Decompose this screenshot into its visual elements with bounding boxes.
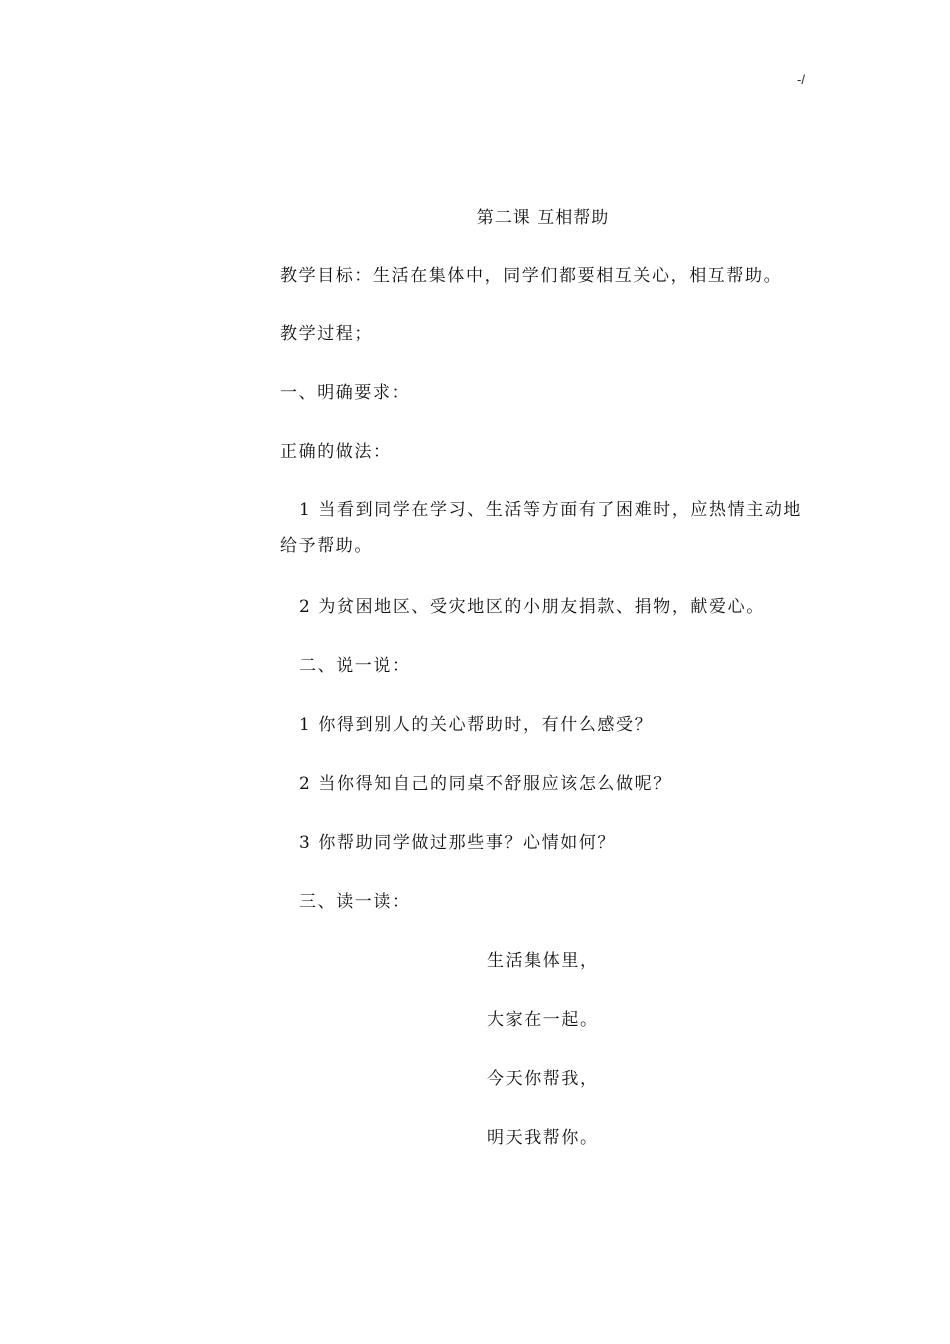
section-three-heading: 三、读一读：: [299, 892, 411, 912]
discussion-item-2: 2 当你得知自己的同桌不舒服应该怎么做呢？: [299, 774, 672, 794]
teaching-process-label: 教学过程；: [280, 324, 373, 344]
poem-line-4: 明天我帮你。: [487, 1128, 599, 1148]
teaching-objective: 教学目标：生活在集体中，同学们都要相互关心，相互帮助。: [280, 266, 783, 286]
section-one-heading: 一、明确要求：: [280, 383, 411, 403]
discussion-item-3: 3 你帮助同学做过那些事？心情如何？: [299, 833, 617, 853]
requirement-item-2: 2 为贫困地区、受灾地区的小朋友捐款、捐物，献爱心。: [299, 597, 765, 617]
requirement-item-1: 1 当看到同学在学习、生活等方面有了困难时，应热情主动地给予帮助。: [280, 500, 803, 556]
discussion-item-1: 1 你得到别人的关心帮助时，有什么感受？: [299, 715, 654, 735]
poem-line-1: 生活集体里，: [487, 951, 599, 971]
correct-approach-heading: 正确的做法：: [280, 442, 392, 462]
poem-line-3: 今天你帮我，: [487, 1069, 599, 1089]
poem-line-2: 大家在一起。: [487, 1010, 599, 1030]
lesson-title: 第二课 互相帮助: [476, 208, 610, 228]
page-header-mark: -/: [797, 72, 805, 87]
section-two-heading: 二、说一说：: [299, 656, 411, 676]
